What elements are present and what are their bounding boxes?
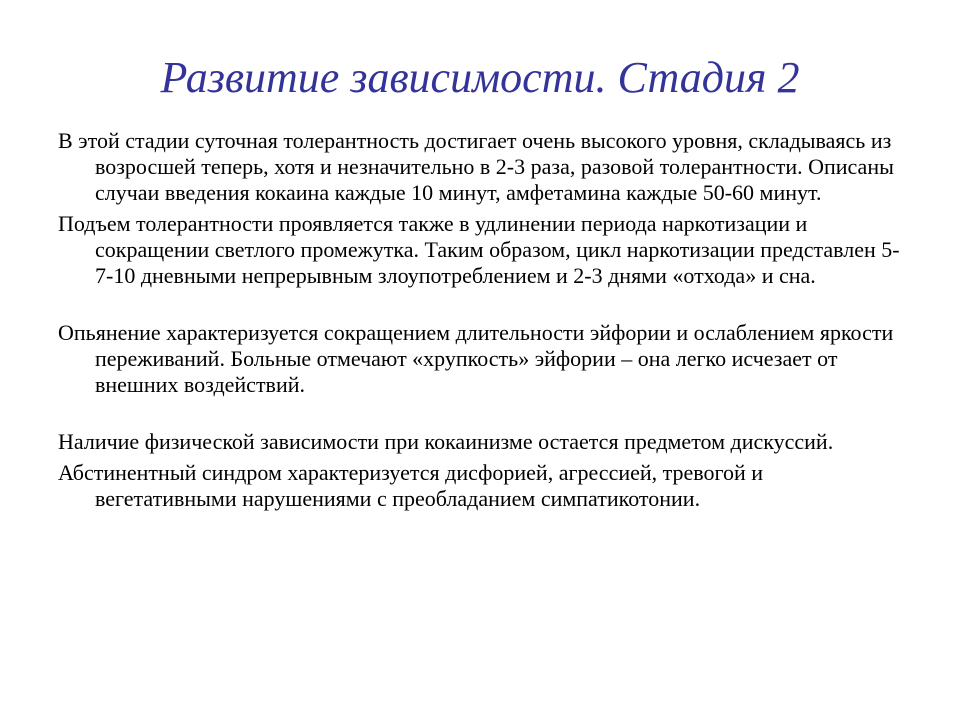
paragraph-withdrawal-syndrome: Абстинентный синдром характеризуется дисфорией, агрессией, тревогой и вегетативными нарушениями с преобладанием симпатикотонии.: [58, 460, 764, 511]
paragraph-physical-dependence: Наличие физической зависимости при кокаинизме остается предметом дискуссий.: [58, 429, 834, 454]
paragraph-tolerance: В этой стадии суточная толерантность достигает очень высокого уровня, складываясь из возросшей теперь, хотя и незначительно в 2-3 раза, разовой толерантности. Описаны случаи введения кокаина каждые 10 минут, амфетамина каждые 50-60 минут.: [58, 128, 894, 205]
paragraph-intoxication: Опьянение характеризуется сокращением длительности эйфории и ослаблением яркости переживаний. Больные отмечают «хрупкость» эйфории – она легко исчезает от внешних воздействий.: [58, 320, 894, 397]
slide-body: [58, 128, 908, 512]
slide-title: Развитие зависимости. Стадия 2: [160, 53, 800, 102]
paragraph-narcotization-cycle: Подъем толерантности проявляется также в удлинении периода наркотизации и сокращении светлого промежутка. Таким образом, цикл наркотизации представлен 5-7-10 дневными непрерывным злоупотреблением и 2-3 днями «отхода» и сна.: [58, 211, 900, 288]
